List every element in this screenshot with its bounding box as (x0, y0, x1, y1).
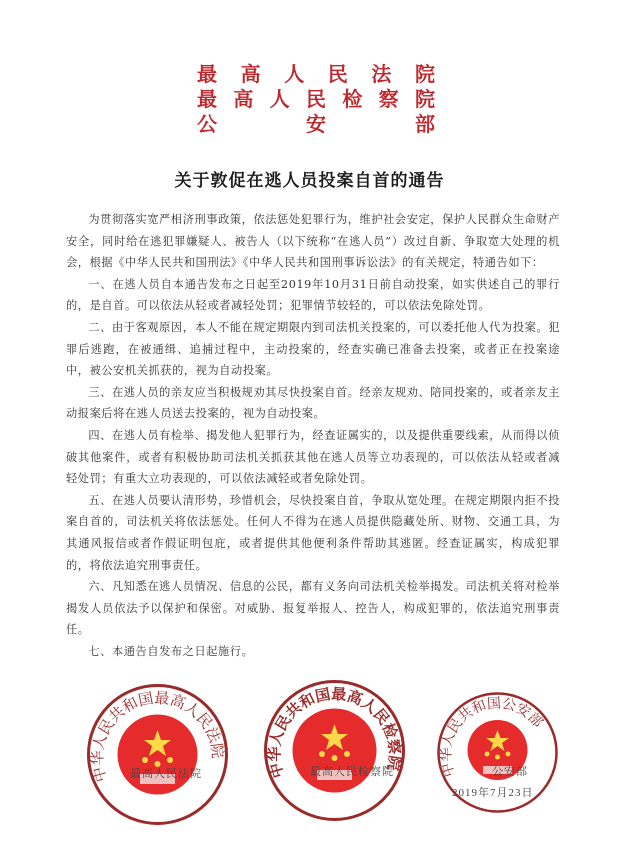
org-char: 民 (305, 87, 326, 111)
org-char: 高 (233, 87, 254, 111)
org-supreme-court (196, 62, 436, 87)
clause-3: 三、在逃人员的亲友应当积极规劝其尽快投案自首。经亲友规劝、陪同投案的，或者亲友主动报案后将在逃人员送去投案的，视为自动投案。 (66, 385, 560, 421)
seal-ring-text: 中华人民共和国最高人民法院 (88, 688, 227, 785)
org-char: 人 (284, 62, 305, 86)
org-char: 最 (197, 62, 217, 86)
issue-date: 2019年7月23日 (452, 787, 534, 799)
document-body (66, 209, 560, 662)
official-seals (0, 660, 619, 820)
document-title: 关于敦促在逃人员投案自首的通告 (174, 171, 445, 191)
org-char: 院 (414, 62, 435, 86)
intro-paragraph: 为贯彻落实宽严相济刑事政策，依法惩处犯罪行为，维护社会安定，保护人民群众生命财产安全，同时给在逃犯罪嫌疑人、被告人（以下统称“在逃人员”）改过自新、争取宽大处理的机会，根据《中华人民共和国刑法》《中华人民共和国刑事诉讼法》的有关规定，特通告如下： (66, 213, 560, 270)
issuing-organizations (196, 62, 436, 137)
org-char: 安 (306, 112, 326, 136)
org-char: 部 (415, 112, 435, 136)
org-public-security (196, 112, 436, 137)
org-char: 人 (269, 87, 290, 111)
seal-ring-text: 中华人民共和国最高人民检察院 (265, 684, 404, 781)
org-char: 民 (327, 62, 348, 86)
seal-ring-text: 中华人民共和国公安部 (438, 695, 546, 779)
clause-6: 六、凡知悉在逃人员情况、信息的公民，都有义务向司法机关检举揭发。司法机关将对检举揭发人员依法予以保护和保密。对威胁、报复举报人、控告人，构成犯罪的，依法追究刑事责任。 (66, 580, 560, 637)
org-char: 最 (197, 87, 217, 111)
clause-4: 四、在逃人员有检举、揭发他人犯罪行为，经查证属实的，以及提供重要线索，从而得以侦破其他案件，或者有积极协助司法机关抓获其他在逃人员等立功表现的，可以依法从轻或者减轻处罚；有重大立功表现的，可以依法减轻或者免除处罚。 (66, 428, 560, 486)
org-char: 检 (342, 87, 363, 111)
clause-5: 五、在逃人员要认清形势，珍惜机会，尽快投案自首，争取从宽处理。在规定期限内拒不投案自首的，司法机关将依法惩处。任何人不得为在逃人员提供隐藏处所、财物、交通工具，为其通风报信或者作假证明包庇，或者提供其他便利条件帮助其逃匿。经查证属实，构成犯罪的，将依法追究刑事责任。 (66, 493, 560, 572)
procuratorate-signature: 最高人民检察院 (310, 766, 394, 778)
org-char: 察 (378, 87, 399, 111)
clause-2: 二、由于客观原因，本人不能在规定期限内到司法机关投案的，可以委托他人代为投案。犯罪后逃跑，在被通缉、追捕过程中，主动投案的，经查实确已准备去投案，或者正在投案途中，被公安机关抓获的，视为自动投案。 (66, 320, 560, 378)
org-char: 高 (240, 62, 261, 86)
org-char: 公 (197, 112, 217, 136)
court-signature: 最高人民法院 (130, 768, 202, 780)
court-seal-icon (85, 682, 230, 827)
org-char: 院 (414, 87, 435, 111)
procuratorate-seal-icon (262, 678, 407, 823)
org-supreme-procuratorate (196, 87, 436, 112)
clause-1: 一、在逃人员自本通告发布之日起至2019年10月31日前自动投案，如实供述自己的罪行的，是自首。可以依法从轻或者减轻处罚；犯罪情节较轻的，可以依法免除处罚。 (66, 277, 560, 313)
public-security-signature: 公安部 (492, 766, 528, 778)
org-char: 法 (371, 62, 392, 86)
clause-7: 七、本通告自发布之日起施行。 (88, 644, 254, 658)
